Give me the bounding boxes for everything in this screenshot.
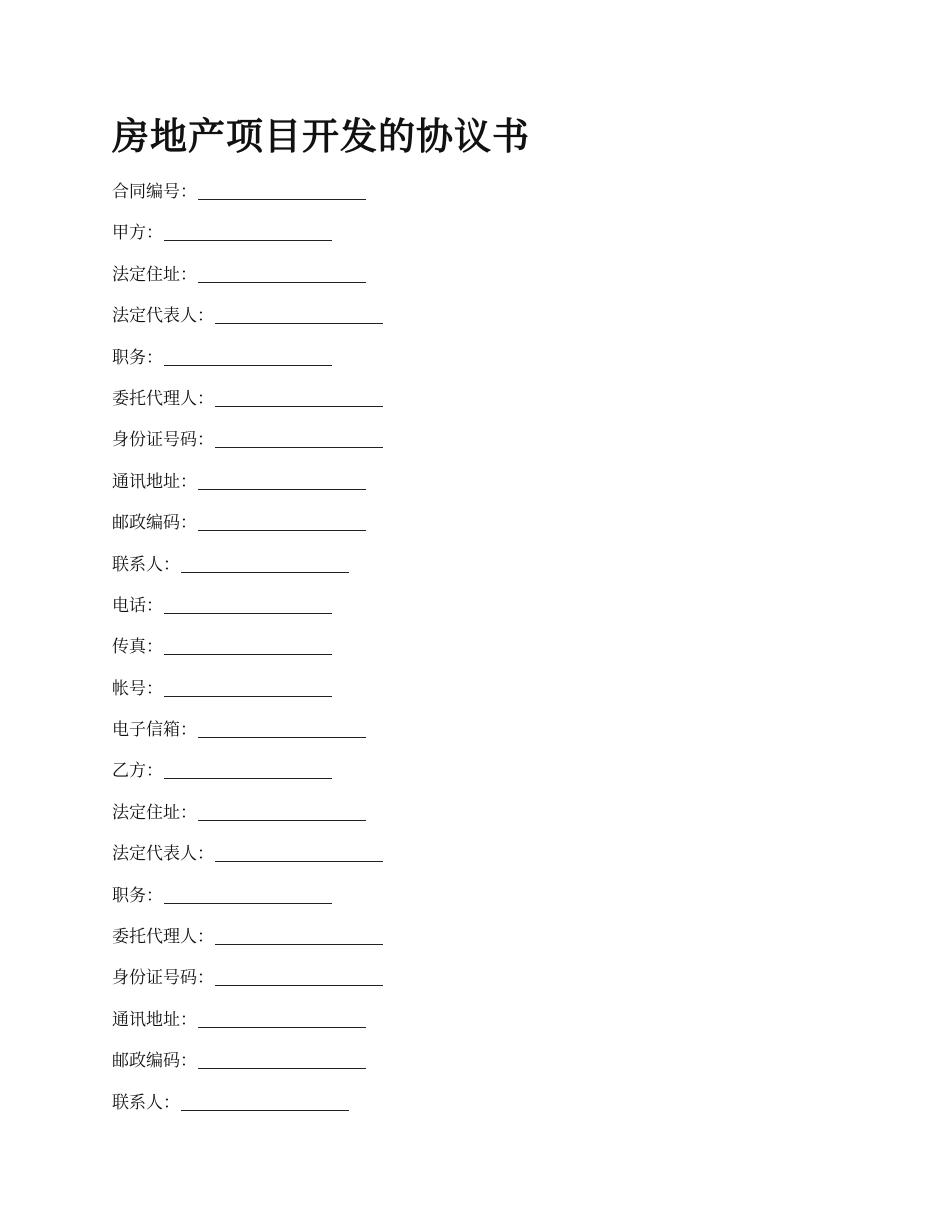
fill-in-blank[interactable] (215, 428, 383, 448)
fill-in-blank[interactable] (198, 511, 366, 531)
field-label: 委托代理人： (112, 927, 214, 948)
field-a-phone (112, 594, 812, 635)
field-a-fax (112, 635, 812, 676)
field-label: 帐号： (112, 678, 163, 699)
field-b-postal-code (112, 1049, 812, 1090)
field-label: 职务： (112, 885, 163, 906)
field-list (112, 180, 812, 1132)
fill-in-blank[interactable] (164, 221, 332, 241)
field-label: 职务： (112, 347, 163, 368)
field-a-id-number (112, 428, 812, 469)
field-a-postal-code (112, 511, 812, 552)
field-label: 甲方： (112, 223, 163, 244)
fill-in-blank[interactable] (215, 842, 383, 862)
fill-in-blank[interactable] (198, 263, 366, 283)
fill-in-blank[interactable] (215, 387, 383, 407)
field-party-a (112, 221, 812, 262)
fill-in-blank[interactable] (164, 677, 332, 697)
field-a-account (112, 677, 812, 718)
field-label: 联系人： (112, 554, 180, 575)
field-label: 通讯地址： (112, 1009, 197, 1030)
field-party-b (112, 759, 812, 800)
field-b-agent (112, 925, 812, 966)
fill-in-blank[interactable] (164, 884, 332, 904)
field-label: 法定住址： (112, 802, 197, 823)
field-label: 法定代表人： (112, 844, 214, 865)
field-a-mailing-address (112, 470, 812, 511)
fill-in-blank[interactable] (215, 966, 383, 986)
field-label: 联系人： (112, 1092, 180, 1113)
fill-in-blank[interactable] (215, 304, 383, 324)
fill-in-blank[interactable] (198, 470, 366, 490)
field-contract-number (112, 180, 812, 221)
field-label: 法定代表人： (112, 306, 214, 327)
field-label: 传真： (112, 637, 163, 658)
fill-in-blank[interactable] (164, 759, 332, 779)
field-a-legal-representative (112, 304, 812, 345)
fill-in-blank[interactable] (164, 346, 332, 366)
field-b-legal-representative (112, 842, 812, 883)
field-a-legal-address (112, 263, 812, 304)
field-label: 电子信箱： (112, 720, 197, 741)
field-label: 身份证号码： (112, 430, 214, 451)
field-label: 合同编号： (112, 182, 197, 202)
field-label: 通讯地址： (112, 471, 197, 492)
field-b-contact (112, 1091, 812, 1132)
field-label: 乙方： (112, 761, 163, 782)
field-label: 电话： (112, 595, 163, 616)
fill-in-blank[interactable] (164, 594, 332, 614)
field-label: 身份证号码： (112, 968, 214, 989)
fill-in-blank[interactable] (198, 180, 366, 200)
field-a-position (112, 346, 812, 387)
fill-in-blank[interactable] (164, 635, 332, 655)
fill-in-blank[interactable] (198, 1049, 366, 1069)
field-label: 邮政编码： (112, 1051, 197, 1072)
field-a-agent (112, 387, 812, 428)
field-b-legal-address (112, 801, 812, 842)
fill-in-blank[interactable] (181, 553, 349, 573)
field-label: 邮政编码： (112, 513, 197, 534)
field-label: 委托代理人： (112, 388, 214, 409)
field-b-mailing-address (112, 1008, 812, 1049)
fill-in-blank[interactable] (181, 1091, 349, 1111)
field-b-id-number (112, 966, 812, 1007)
field-label: 法定住址： (112, 264, 197, 285)
fill-in-blank[interactable] (198, 801, 366, 821)
field-a-email (112, 718, 812, 759)
field-b-position (112, 884, 812, 925)
fill-in-blank[interactable] (198, 718, 366, 738)
fill-in-blank[interactable] (198, 1008, 366, 1028)
field-a-contact (112, 553, 812, 594)
document-title: 房地产项目开发的协议书 (112, 114, 530, 158)
fill-in-blank[interactable] (215, 925, 383, 945)
